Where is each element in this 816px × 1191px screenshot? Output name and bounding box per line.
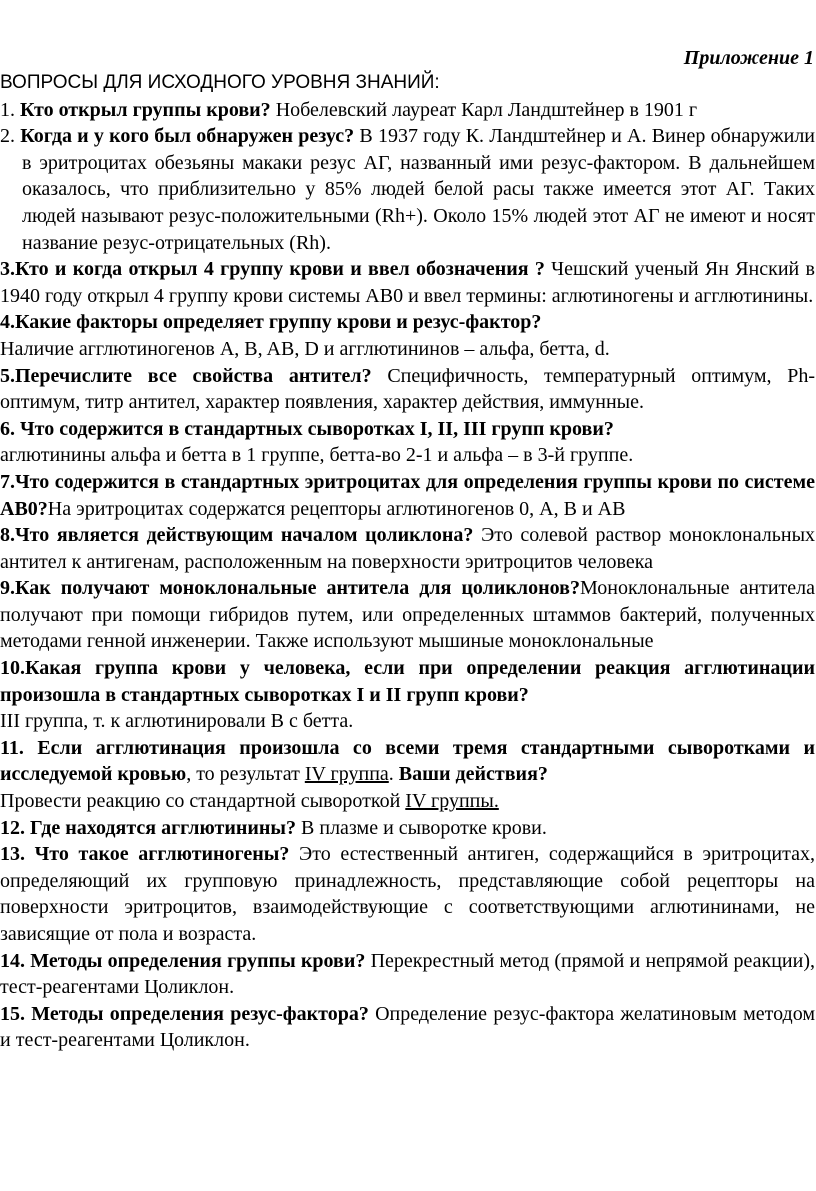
- question-text: 14. Методы определения группы крови?: [0, 949, 366, 972]
- question-2: [0, 123, 815, 256]
- answer-text: Специфичность, температурный оптимум, Ph-оптимум, титр антител, характер появления, характер действия, иммунные.: [0, 364, 815, 414]
- question-12: [0, 815, 815, 842]
- question-14: [0, 948, 815, 1001]
- question-text: 5.Перечислите все свойства антител?: [0, 364, 372, 387]
- answer-text: В плазме и сыворотке крови.: [296, 816, 547, 839]
- answer-text: В 1937 году К. Ландштейнер и А. Винер обнаружили в эритроцитах обезьяны макаки резус АГ, названный ими резус-фактором. В дальнейшем оказалось, что приблизительно у 85% людей белой расы также имеется этот АГ. Таких людей называют резус-положительными (Rh+). Около 15% людей этот АГ не имеют и носят название резус-отрицательных (Rh).: [22, 125, 816, 254]
- answer-text: III группа, т. к аглютинировали В с бетта.: [0, 710, 354, 733]
- question-11: [0, 735, 815, 815]
- question-text: 8.Что является действующим началом цоликлона?: [0, 524, 474, 547]
- answer-text: Моноклональные антитела получают при помощи гибридов путем, или определенных штаммов бактерий, полученных методами генной инженерии. Также используют мышиные моноклональные: [0, 577, 815, 653]
- question-5: [0, 363, 815, 416]
- answer-text: Перекрестный метод (прямой и непрямой реакции), тест-реагентами Цоликлон.: [0, 949, 815, 999]
- section-heading: ВОПРОСЫ ДЛЯ ИСХОДНОГО УРОВНЯ ЗНАНИЙ:: [0, 72, 440, 93]
- answer-text: аглютинины альфа и бетта в 1 группе, бетта-во 2-1 и альфа – в 3-й группе.: [0, 444, 634, 467]
- question-text: 7.Что содержится в стандартных эритроцитах для определения группы крови по системе АВ0?: [0, 470, 815, 520]
- question-7: [0, 469, 815, 522]
- question-text: 4.Какие факторы определяет группу крови и резус-фактор?: [0, 311, 542, 334]
- question-text: 3.Кто и когда открыл 4 группу крови и ввел обозначения ?: [0, 258, 545, 281]
- appendix-label: Приложение 1: [683, 47, 814, 69]
- question-text: 9.Как получают моноклональные антитела для цоликлонов?: [0, 577, 580, 600]
- answer-text: Наличие агглютиногенов A, B, AB, D и агглютининов – альфа, бетта, d.: [0, 337, 610, 360]
- question-text: Кто открыл группы крови?: [20, 98, 271, 121]
- question-13: [0, 841, 815, 947]
- question-10: [0, 655, 815, 735]
- question-8: [0, 522, 815, 575]
- answer-text: , то результат: [186, 763, 305, 786]
- answer-text: Это естественный антиген, содержащийся в эритроцитах, определяющий их групповую принадлежность, представляющие собой рецепторы на поверхности эритроцитов, взаимодействующие с соответствующими аглютининами, не зависящие от пола и возраста.: [0, 843, 815, 945]
- question-number: 1.: [0, 98, 20, 121]
- answer-text: Чешский ученый Ян Янский в 1940 году открыл 4 группу крови системы АВ0 и ввел термины: аглютиногены и агглютинины.: [0, 258, 815, 307]
- question-9: [0, 575, 815, 655]
- question-text: 10.Какая группа крови у человека, если при определении реакция агглютинации произошла в стандартных сыворотках I и II групп крови?: [0, 657, 815, 706]
- question-1: [0, 97, 815, 124]
- answer-text: Определение резус-фактора желатиновым методом и тест-реагентами Цоликлон.: [0, 1002, 815, 1052]
- question-text: Ваши действия?: [398, 763, 548, 786]
- answer-text: Нобелевский лауреат Карл Ландштейнер в 1901 г: [270, 98, 698, 121]
- document-body: [0, 70, 815, 1054]
- answer-underlined-group: IV группы.: [405, 790, 499, 813]
- question-text: 6. Что содержится в стандартных сыворотках I, II, III групп крови?: [0, 417, 614, 440]
- question-text: 11. Если агглютинация произошла со всеми тремя стандартными сыворотками и исследуемой кровью: [0, 736, 815, 786]
- answer-text: Это солевой раствор моноклональных антител к антигенам, расположенным на поверхности эритроцитов человека: [0, 524, 816, 573]
- answer-text: Провести реакцию со стандартной сывороткой: [0, 790, 406, 813]
- answer-underlined-result: IV группа: [304, 763, 389, 786]
- question-4: [0, 309, 815, 362]
- question-text: 15. Методы определения резус-фактора?: [0, 1002, 369, 1025]
- question-6: [0, 416, 815, 469]
- question-text: Когда и у кого был обнаружен резус?: [20, 125, 355, 148]
- question-number: 2.: [0, 125, 21, 148]
- question-15: [0, 1001, 815, 1054]
- answer-text: .: [388, 763, 399, 786]
- question-3: [0, 256, 815, 309]
- question-text: 12. Где находятся агглютинины?: [0, 816, 297, 839]
- question-text: 13. Что такое агглютиногены?: [0, 843, 290, 866]
- answer-text: На эритроцитах содержатся рецепторы аглютиногенов 0, А, В и АВ: [47, 497, 626, 520]
